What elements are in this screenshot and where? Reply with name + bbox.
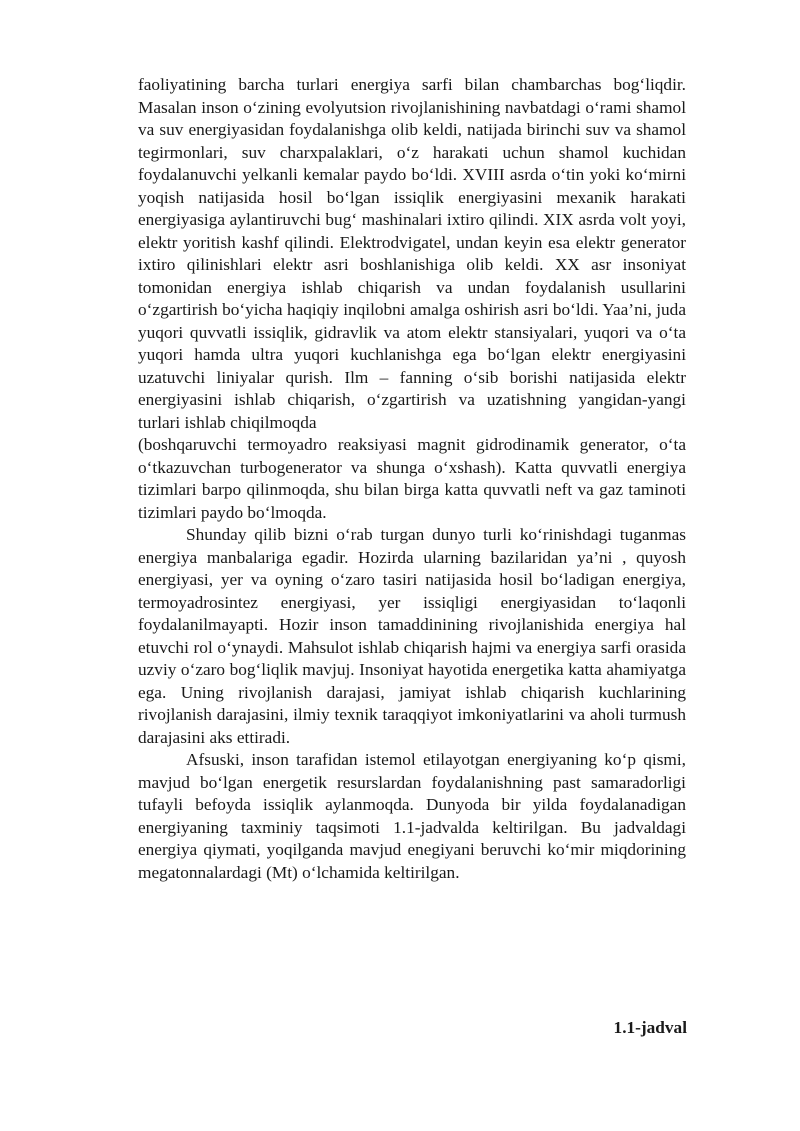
- paragraph-energy-systems: (boshqaruvchi termoyadro reaksiyasi magnit gidrodinamik generator, o‘ta o‘tkazuvchan turbogenerator va shunga o‘xshash). Katta quvvatli energiya tizimlari barpo qilinmoqda, shu bilan birga katta quvvatli neft va gaz taminoti tizimlari paydo bo‘lmoqda.: [138, 435, 686, 522]
- table-caption: 1.1-jadval: [613, 1018, 687, 1037]
- paragraph-energy-losses: Afsuski, inson tarafidan istemol etilayotgan energiyaning ko‘p qismi, mavjud bo‘lgan energetik resurslardan foydalanishning past samaradorligi tufayli befoyda issiqlik aylanmoqda. Dunyoda bir yilda foydalanadigan energiyaning taxminiy taqsimoti 1.1-jadvalda keltirilgan. Bu jadvaldagi energiya qiymati, yoqilganda mavjud enegiyani beruvchi ko‘mir miqdorining megatonnalardagi (Mt) o‘lchamida keltirilgan.: [138, 750, 686, 882]
- document-body: [138, 74, 686, 884]
- paragraph-energy-history: faoliyatining barcha turlari energiya sarfi bilan chambarchas bog‘liqdir. Masalan inson o‘zining evolyutsion rivojlanishining navbatdagi o‘rami shamol va suv energiyasidan foydalanishga olib keldi, natijada birinchi suv va shamol tegirmonlari, suv charxpalaklari, o‘z harakati uchun shamol kuchidan foydalanuvchi yelkanli kemalar paydo bo‘ldi. XVIII asrda o‘tin yoki ko‘mirni yoqish natijasida hosil bo‘lgan issiqlik energiyasini mexanik harakati energiyasiga aylantiruvchi bug‘ mashinalari ixtiro qilindi. XIX asrda volt yoyi, elektr yoritish kashf qilindi. Elektrodvigatel, undan keyin esa elektr generator ixtiro qilinishlari elektr asri boshlanishiga olib keldi. XX asr insoniyat tomonidan energiya ishlab chiqarish va undan foydalanish usullarini o‘zgartirish bo‘yicha haqiqiy inqilobni amalga oshirish asri bo‘ldi. Yaa’ni, juda yuqori quvvatli issiqlik, gidravlik va atom elektr stansiyalari, yuqori va o‘ta yuqori hamda ultra yuqori kuchlanishga ega bo‘lgan elektr energiyasini uzatuvchi liniyalar qurish. Ilm – fanning o‘sib borishi natijasida elektr energiyasini ishlab chiqarish, o‘zgartirish va uzatishning yangidan-yangi turlari ishlab chiqilmoqda: [138, 75, 686, 432]
- paragraph-energy-sources: Shunday qilib bizni o‘rab turgan dunyo turli ko‘rinishdagi tuganmas energiya manbalariga egadir. Hozirda ularning bazilaridan ya’ni , quyosh energiyasi, yer va oyning o‘zaro tasiri natijasida hosil bo‘ladigan energiya, termoyadrosintez energiyasi, yer issiqligi energiyasidan to‘laqonli foydalanilmayapti. Hozir inson tamaddinining rivojlanishida energiya hal etuvchi rol o‘ynaydi. Mahsulot ishlab chiqarish hajmi va energiya sarfi orasida uzviy o‘zaro bog‘liqlik mavjuj. Insoniyat hayotida energetika katta ahamiyatga ega. Uning rivojlanish darajasi, jamiyat ishlab chiqarish kuchlarining rivojlanish darajasini, ilmiy texnik taraqqiyot imkoniyatlarini va aholi turmush darajasini aks ettiradi.: [138, 525, 686, 747]
